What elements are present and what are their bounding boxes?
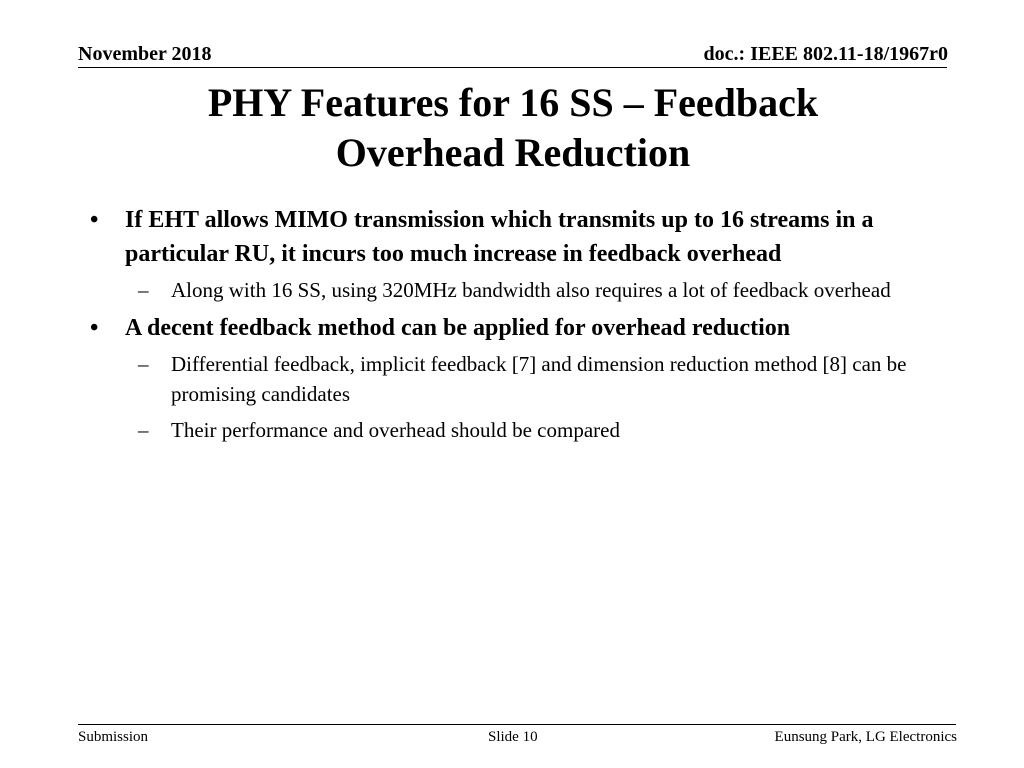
bullet-dot: • xyxy=(90,207,99,233)
sub-bullet-item xyxy=(80,349,940,409)
bullet-text: If EHT allows MIMO transmission which transmits up to 16 streams in a particular RU, it incurs too much increase in feedback overhead xyxy=(125,207,874,267)
slide-title xyxy=(80,78,946,178)
sub-bullet-text: Their performance and overhead should be compared xyxy=(171,418,620,442)
sub-bullet-item xyxy=(80,275,940,305)
footer-author: Eunsung Park, LG Electronics xyxy=(774,729,957,745)
footer-slide-number: Slide 10 xyxy=(488,729,538,745)
bullet-dot: • xyxy=(90,315,99,341)
slide-title-line-1: PHY Features for 16 SS – Feedback xyxy=(207,80,819,125)
sub-bullet-dash: – xyxy=(138,418,149,442)
footer-submission: Submission xyxy=(78,729,149,745)
sub-bullet-text: Along with 16 SS, using 320MHz bandwidth also requires a lot of feedback overhead xyxy=(171,278,891,302)
sub-bullet-text: Differential feedback, implicit feedback [7] and dimension reduction method [8] can be promising candidates xyxy=(171,352,907,406)
bullet-item xyxy=(80,311,940,345)
header-date: November 2018 xyxy=(78,43,212,65)
footer-divider xyxy=(78,724,956,725)
bullet-item xyxy=(80,203,940,271)
slide-title-line-2: Overhead Reduction xyxy=(335,130,691,175)
sub-bullet-dash: – xyxy=(138,352,149,376)
sub-bullet-item xyxy=(80,415,940,445)
slide-body xyxy=(80,203,940,451)
header-doc-id: doc.: IEEE 802.11-18/1967r0 xyxy=(703,43,948,65)
header-divider xyxy=(78,67,947,68)
sub-bullet-dash: – xyxy=(138,278,149,302)
bullet-text: A decent feedback method can be applied for overhead reduction xyxy=(125,315,791,341)
